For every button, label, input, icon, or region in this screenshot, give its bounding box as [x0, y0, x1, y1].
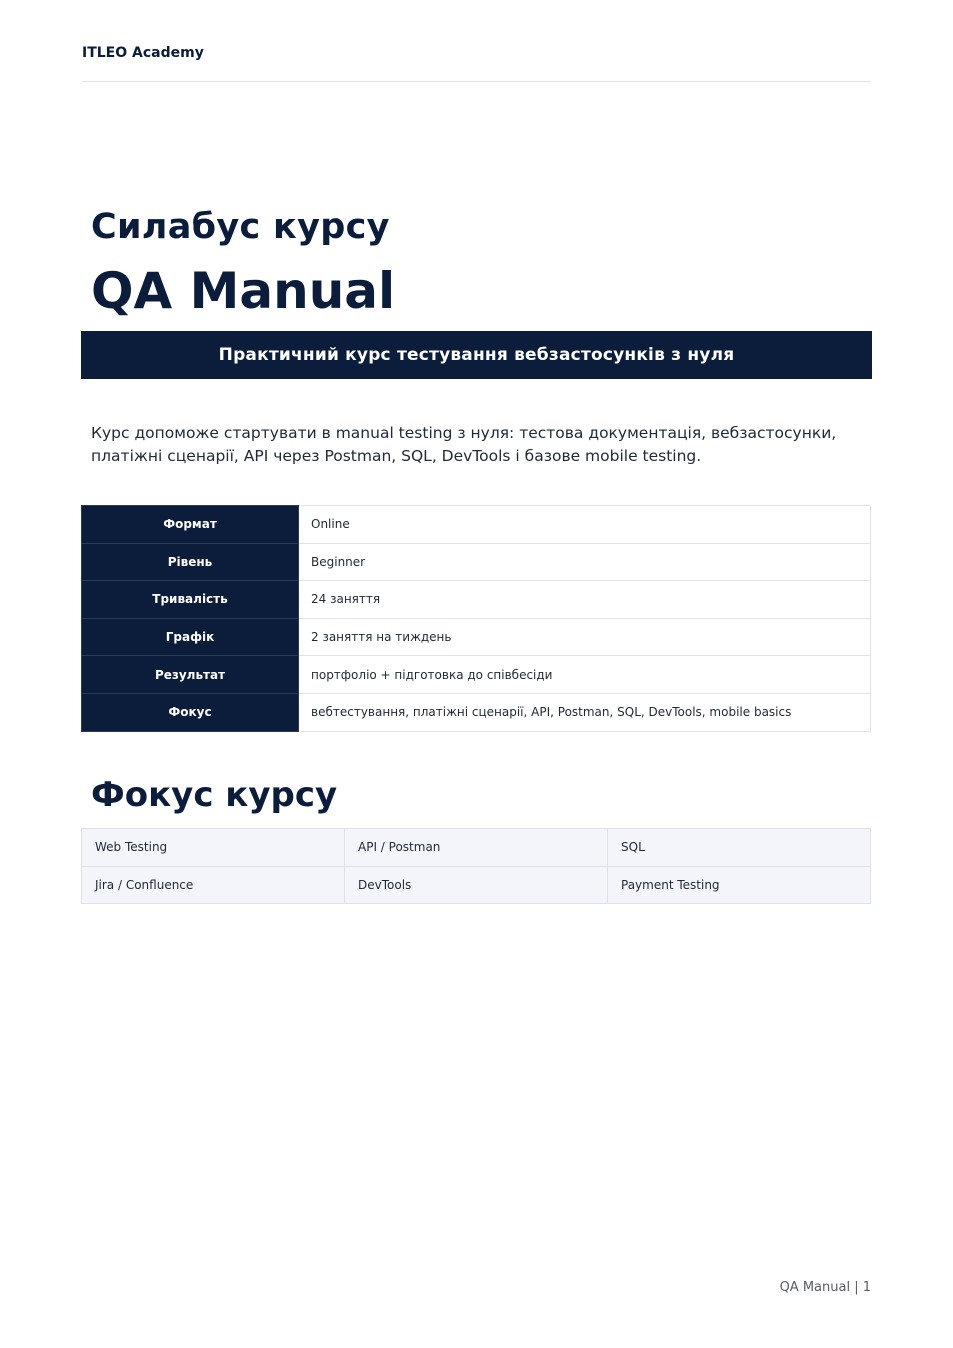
table-row — [82, 829, 871, 867]
info-key: Графік — [82, 618, 299, 656]
table-row — [82, 866, 871, 904]
tagline-banner — [81, 331, 872, 379]
header-divider — [82, 81, 871, 82]
focus-item: API / Postman — [345, 829, 608, 867]
info-key: Рівень — [82, 543, 299, 581]
focus-item: Jira / Confluence — [82, 866, 345, 904]
table-row — [82, 618, 871, 656]
page-title: QA Manual — [91, 262, 396, 320]
info-value: Beginner — [299, 543, 871, 581]
focus-item: Payment Testing — [608, 866, 871, 904]
brand-name: ITLEO Academy — [82, 45, 204, 61]
info-value: 24 заняття — [299, 581, 871, 619]
table-row — [82, 656, 871, 694]
table-row — [82, 543, 871, 581]
page-subtitle: Силабус курсу — [91, 207, 390, 247]
info-value: 2 заняття на тиждень — [299, 618, 871, 656]
info-key: Тривалість — [82, 581, 299, 619]
info-value: вебтестування, платіжні сценарії, API, Postman, SQL, DevTools, mobile basics — [299, 693, 871, 731]
focus-item: SQL — [608, 829, 871, 867]
info-key: Результат — [82, 656, 299, 694]
info-key: Фокус — [82, 693, 299, 731]
info-key: Формат — [82, 506, 299, 544]
table-row — [82, 506, 871, 544]
focus-grid — [81, 828, 871, 904]
info-value: Online — [299, 506, 871, 544]
course-info-table — [81, 505, 871, 732]
page-footer: QA Manual | 1 — [779, 1280, 871, 1295]
info-value: портфоліо + підготовка до співбесіди — [299, 656, 871, 694]
focus-item: DevTools — [345, 866, 608, 904]
table-row — [82, 581, 871, 619]
focus-section-title: Фокус курсу — [91, 775, 338, 815]
focus-item: Web Testing — [82, 829, 345, 867]
tagline-text: Практичний курс тестування вебзастосунків з нуля — [218, 345, 735, 365]
table-row — [82, 693, 871, 731]
intro-paragraph: Курс допоможе стартувати в manual testing з нуля: тестова документація, вебзастосунки, платіжні сценарії, API через Postman, SQL, DevTools і базове mobile testing. — [91, 424, 837, 465]
